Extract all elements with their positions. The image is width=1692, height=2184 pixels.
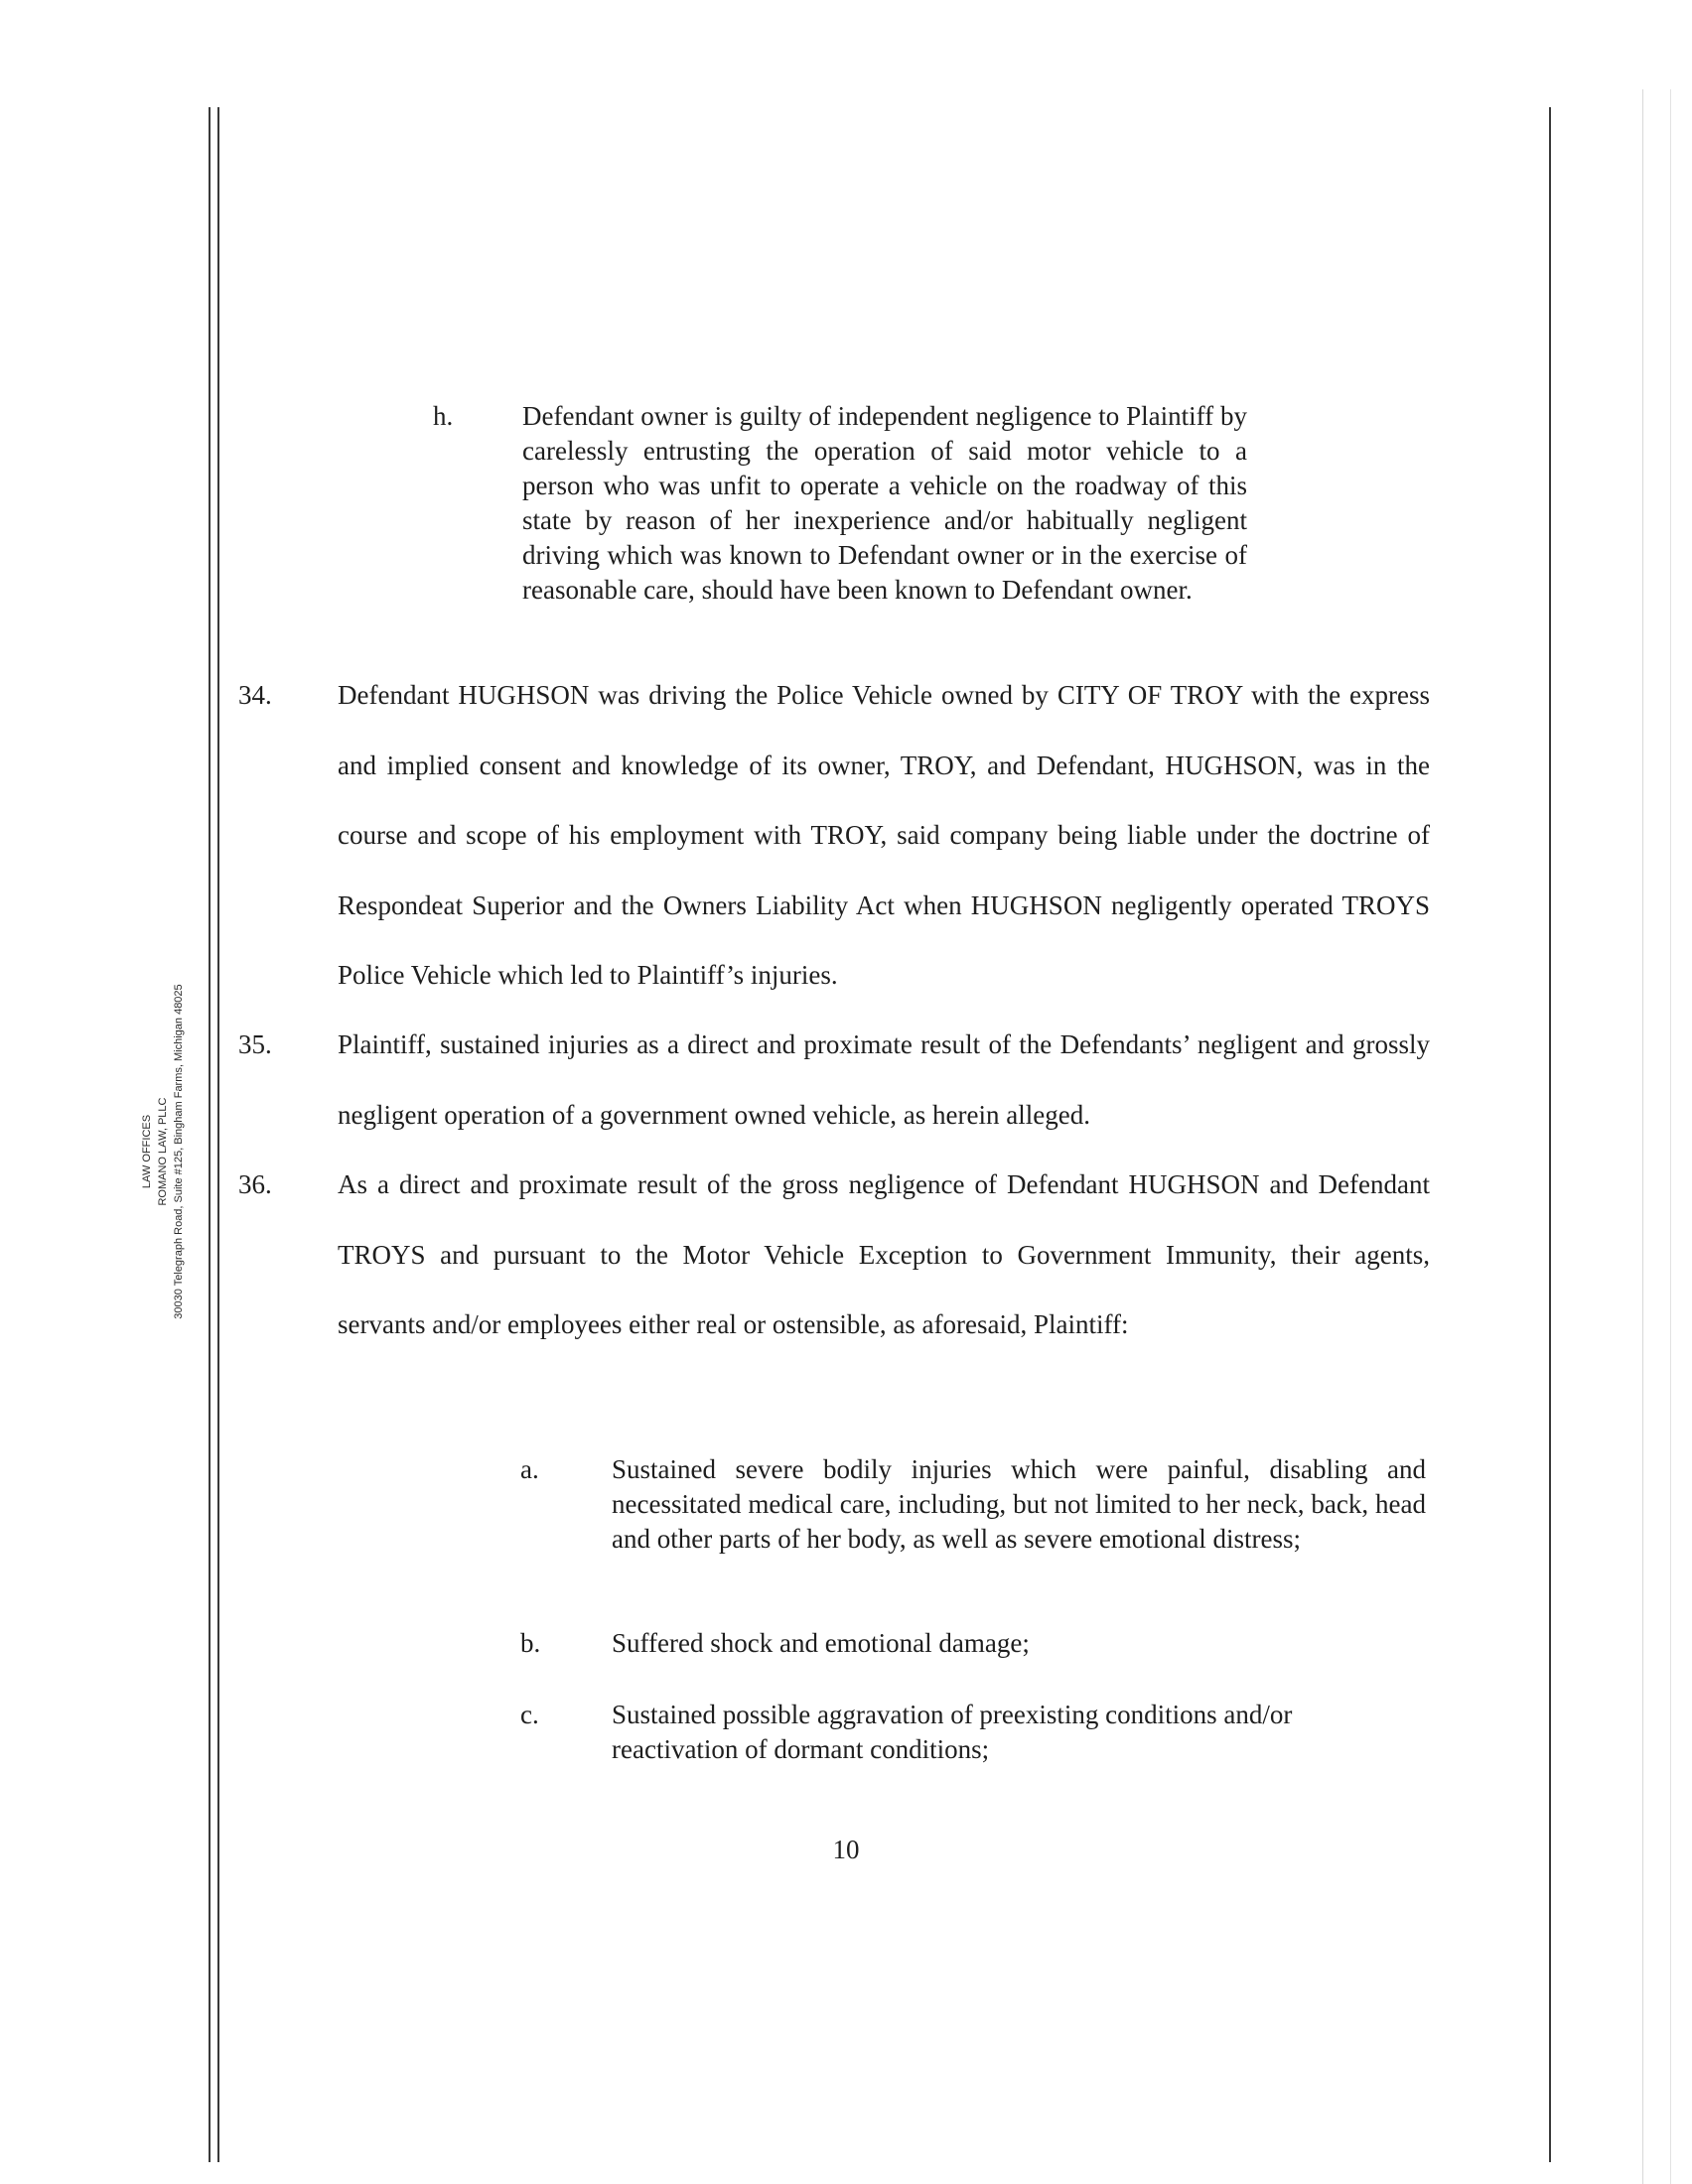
scan-edge-line [1642, 89, 1643, 2184]
subitem-b [520, 1626, 1434, 1666]
paragraph-text: Defendant HUGHSON was driving the Police Vehicle owned by CITY OF TROY with the express and implied consent and knowledge of its owner, TROY, and Defendant, HUGHSON, was in the course and scope of his employment with TROY, said company being liable under the doctrine of Respondeat Superior and the Owners Liability Act when HUGHSON negligently operated TROYS Police Vehicle which led to Plaintiff’s injuries. [338, 680, 1430, 990]
subitem-letter: h. [433, 401, 454, 431]
paragraph-number: 35. [238, 1029, 272, 1059]
sidebar-line-1: LAW OFFICES [141, 1114, 153, 1189]
paragraph-text: Plaintiff, sustained injuries as a direct and proximate result of the Defendants’ negligent and grossly negligent operation of a government owned vehicle, as herein alleged. [338, 1029, 1430, 1130]
paragraph-text: As a direct and proximate result of the gross negligence of Defendant HUGHSON and Defendant TROYS and pursuant to the Motor Vehicle Exception to Government Immunity, their agents, servants and/or employees either real or ostensible, as aforesaid, Plaintiff: [338, 1169, 1430, 1339]
subitem-letter: b. [520, 1628, 541, 1658]
subitem-text: Suffered shock and emotional damage; [612, 1628, 1030, 1658]
paragraph-35 [238, 1010, 1430, 1149]
subitem-text: Defendant owner is guilty of independent negligence to Plaintiff by carelessly entrusting the operation of said motor vehicle to a person who was unfit to operate a vehicle on the roadway of this state by reason of her inexperience and/or habitually negligent driving which was known to Defendant owner or in the exercise of reasonable care, should have been known to Defendant owner. [522, 401, 1247, 605]
sidebar-line-3: 30030 Telegraph Road, Suite #125, Bingham Farms, Michigan 48025 [173, 984, 185, 1319]
paragraph-number: 34. [238, 680, 272, 710]
subitem-a [520, 1452, 1434, 1601]
scan-edge-line-2 [1670, 89, 1671, 2184]
paragraph-34 [238, 660, 1430, 998]
sidebar-line-2: ROMANO LAW, PLLC [157, 1097, 169, 1206]
law-office-sidebar [139, 933, 187, 1370]
subitem-text: Sustained possible aggravation of preexisting conditions and/or reactivation of dormant conditions; [612, 1700, 1293, 1764]
subitem-h [433, 399, 1257, 647]
subitem-text: Sustained severe bodily injuries which were painful, disabling and necessitated medical care, including, but not limited to her neck, back, head and other parts of her body, as well as severe emotional distress; [612, 1454, 1426, 1554]
subitem-letter: c. [520, 1700, 539, 1729]
paragraph-36 [238, 1150, 1430, 1437]
page-number: 10 [832, 1835, 860, 1864]
subitem-c [520, 1698, 1434, 1777]
subitem-letter: a. [520, 1454, 539, 1484]
paragraph-number: 36. [238, 1169, 272, 1199]
